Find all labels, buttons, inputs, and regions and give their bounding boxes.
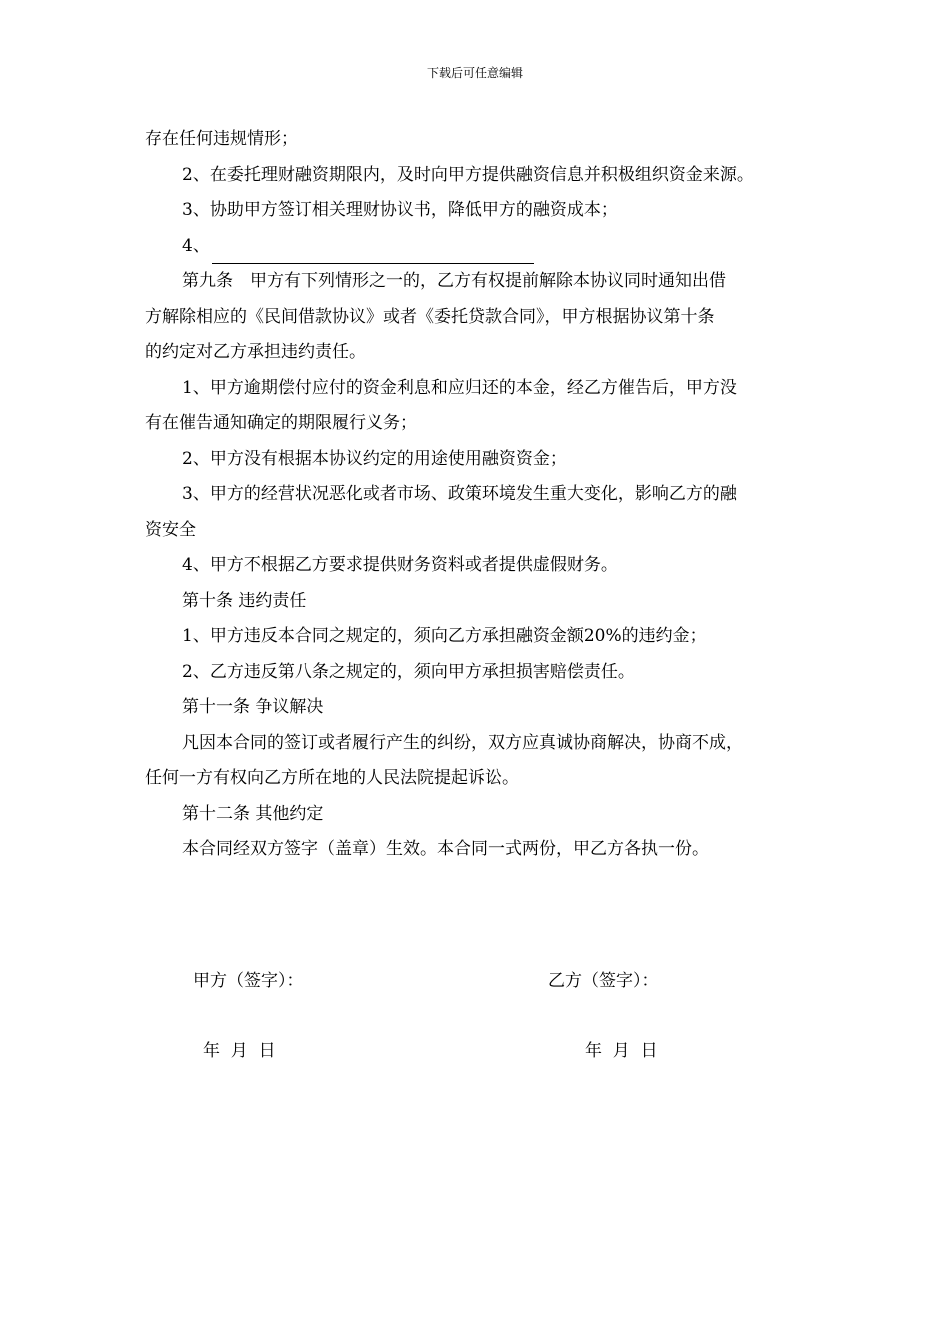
paragraph: 1、甲方逾期偿付应付的资金利息和应归还的本金，经乙方催告后，甲方没 xyxy=(182,377,737,398)
paragraph: 1、甲方违反本合同之规定的，须向乙方承担融资金额20%的违约金； xyxy=(182,626,707,646)
paragraph: 方解除相应的《民间借款协议》或者《委托贷款合同》，甲方根据协议第十条 xyxy=(145,306,715,327)
paragraph-blank-item xyxy=(145,229,825,265)
paragraph: 3、甲方的经营状况恶化或者市场、政策环境发生重大变化，影响乙方的融 xyxy=(182,484,737,504)
paragraph: 3、协助甲方签订相关理财协议书，降低甲方的融资成本； xyxy=(182,200,618,220)
party-a-signature-label: 甲方（签字）： xyxy=(193,971,304,991)
party-a-date: 年 月 日 xyxy=(203,1041,276,1061)
paragraph: 存在任何违规情形； xyxy=(145,129,298,149)
article-10-heading: 第十条 违约责任 xyxy=(182,590,307,611)
party-b-signature-label: 乙方（签字）： xyxy=(548,971,659,991)
item-number: 4、 xyxy=(182,235,210,256)
paragraph: 2、甲方没有根据本协议约定的用途使用融资资金； xyxy=(182,448,567,469)
contract-body xyxy=(145,122,825,868)
paragraph: 本合同经双方签字（盖章）生效。本合同一式两份，甲乙方各执一份。 xyxy=(182,839,709,859)
paragraph: 的约定对乙方承担违约责任。 xyxy=(145,342,366,362)
paragraph: 资安全 xyxy=(145,519,196,540)
fill-in-blank-line xyxy=(212,239,534,264)
party-b-date: 年 月 日 xyxy=(585,1041,658,1061)
paragraph: 有在催告通知确定的期限履行义务； xyxy=(145,413,417,433)
paragraph: 凡因本合同的签订或者履行产生的纠纷，双方应真诚协商解决，协商不成， xyxy=(182,732,743,753)
paragraph: 2、乙方违反第八条之规定的，须向甲方承担损害赔偿责任。 xyxy=(182,661,635,682)
paragraph: 4、甲方不根据乙方要求提供财务资料或者提供虚假财务。 xyxy=(182,555,618,575)
paragraph: 2、在委托理财融资期限内，及时向甲方提供融资信息并积极组织资金来源。 xyxy=(182,164,754,185)
article-9-heading: 第九条 甲方有下列情形之一的，乙方有权提前解除本协议同时通知出借 xyxy=(182,271,726,291)
paragraph: 任何一方有权向乙方所在地的人民法院提起诉讼。 xyxy=(145,768,519,788)
article-11-heading: 第十一条 争议解决 xyxy=(182,697,324,717)
article-12-heading: 第十二条 其他约定 xyxy=(182,803,324,824)
page-header: 下载后可任意编辑 xyxy=(426,66,523,80)
